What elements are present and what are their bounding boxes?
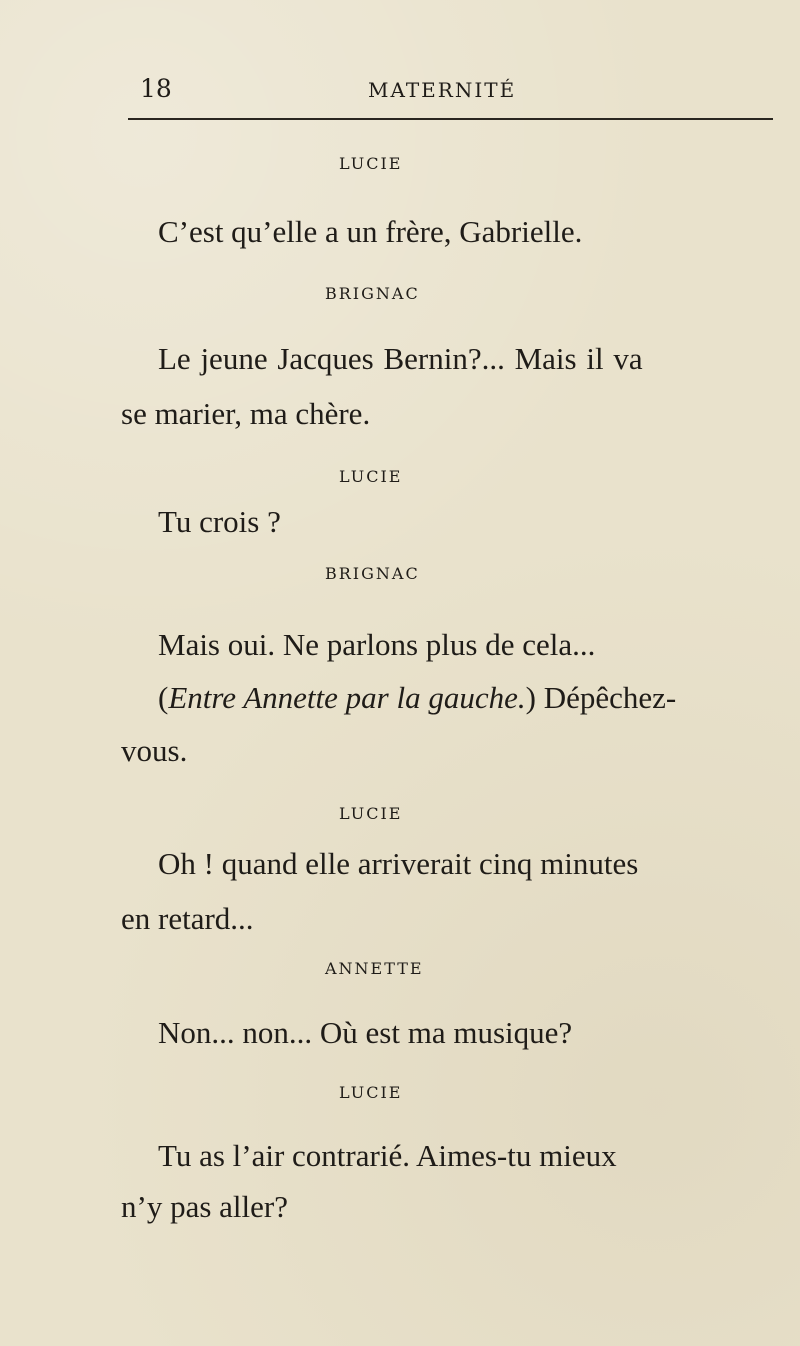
dialogue-line: Tu as l’air contrarié. Aimes-tu mieux (158, 1138, 617, 1173)
dialogue-line: n’y pas aller? (121, 1189, 288, 1224)
dialogue-line: Tu crois ? (158, 504, 281, 539)
dialogue-line: se marier, ma chère. (121, 396, 371, 431)
speaker-brignac: BRIGNAC (325, 564, 420, 583)
dialogue-line: Oh ! quand elle arriverait cinq minutes (158, 846, 639, 881)
speaker-lucie: LUCIE (339, 1083, 403, 1102)
speaker-lucie: LUCIE (339, 804, 403, 823)
speaker-brignac: BRIGNAC (325, 284, 420, 303)
dialogue-line-with-stage-direction (158, 682, 676, 713)
stage-direction: Entre Annette par la gauche. (168, 680, 526, 715)
dialogue-line: vous. (121, 733, 188, 768)
speaker-lucie: LUCIE (339, 467, 403, 486)
paren-open: ( (158, 680, 169, 715)
running-title: MATERNITÉ (368, 78, 517, 102)
speaker-lucie: LUCIE (339, 154, 403, 173)
header-rule (128, 118, 773, 120)
speaker-annette: ANNETTE (325, 959, 424, 978)
dialogue-text: ) Dépêchez- (525, 680, 677, 715)
dialogue-line: Le jeune Jacques Bernin?... Mais il va (158, 341, 643, 376)
dialogue-line: en retard... (121, 901, 254, 936)
page-number: 18 (140, 74, 172, 103)
dialogue-line: Mais oui. Ne parlons plus de cela... (158, 627, 596, 662)
dialogue-line: Non... non... Où est ma musique? (158, 1015, 573, 1050)
dialogue-line: C’est qu’elle a un frère, Gabrielle. (158, 214, 583, 249)
page-header (128, 72, 773, 118)
